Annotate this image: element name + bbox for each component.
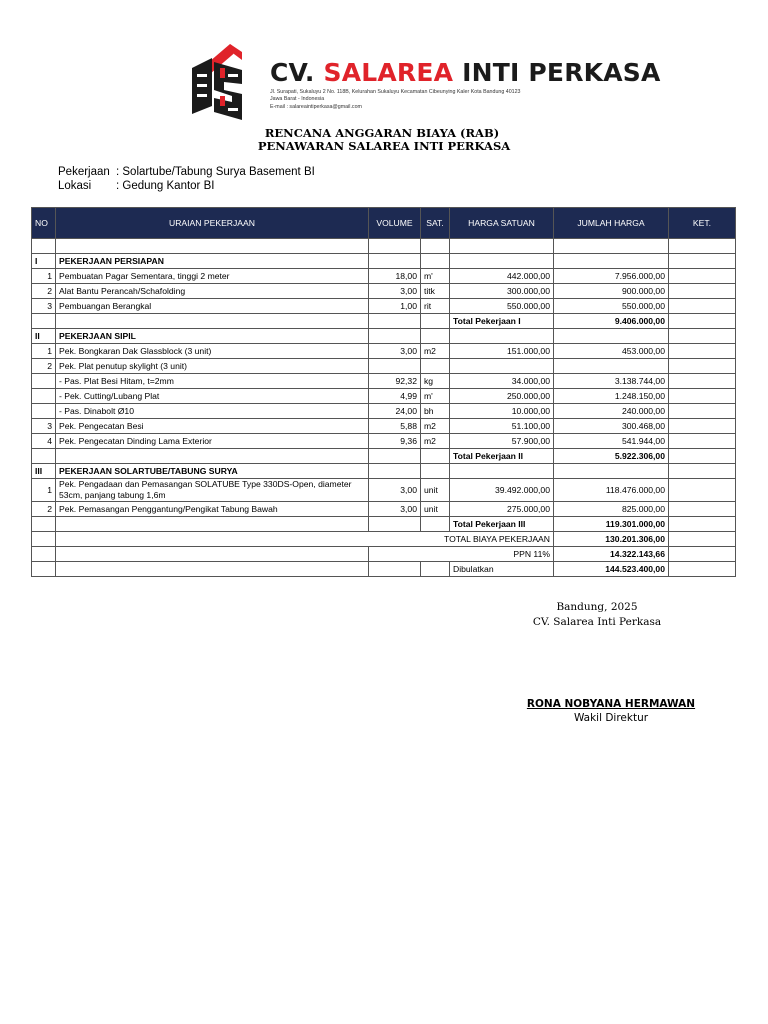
section-title: PEKERJAAN SIPIL xyxy=(56,329,369,344)
item-unit-price: 34.000,00 xyxy=(450,374,554,389)
item-unit-price xyxy=(450,359,554,374)
empty-cell xyxy=(669,254,736,269)
spacer-row xyxy=(32,239,736,254)
header-sat: SAT. xyxy=(421,208,450,239)
item-volume: 3,00 xyxy=(369,284,421,299)
item-total: 300.468,00 xyxy=(554,419,669,434)
empty-cell xyxy=(421,464,450,479)
subtotal-row xyxy=(32,314,736,329)
empty-cell xyxy=(421,449,450,464)
company-name xyxy=(270,58,661,87)
empty-cell xyxy=(421,239,450,254)
empty-cell xyxy=(421,562,450,577)
empty-cell xyxy=(554,464,669,479)
item-unit-price: 250.000,00 xyxy=(450,389,554,404)
section-header-row xyxy=(32,464,736,479)
header-harga: HARGA SATUAN xyxy=(450,208,554,239)
section-number: I xyxy=(32,254,56,269)
item-ket xyxy=(669,479,736,502)
item-unit-price: 275.000,00 xyxy=(450,502,554,517)
item-volume: 18,00 xyxy=(369,269,421,284)
empty-cell xyxy=(669,239,736,254)
item-description: Pek. Pemasangan Penggantung/Pengikat Tabung Bawah xyxy=(56,502,369,517)
empty-cell xyxy=(56,517,369,532)
subtotal-label: Total Pekerjaan II xyxy=(450,449,554,464)
section-title: PEKERJAAN SOLARTUBE/TABUNG SURYA xyxy=(56,464,369,479)
item-volume: 3,00 xyxy=(369,502,421,517)
item-unit-price: 442.000,00 xyxy=(450,269,554,284)
empty-cell xyxy=(421,314,450,329)
empty-cell xyxy=(421,517,450,532)
item-number: 3 xyxy=(32,299,56,314)
item-ket xyxy=(669,359,736,374)
section-header-row xyxy=(32,254,736,269)
ppn-value: 14.322.143,66 xyxy=(554,547,669,562)
item-description: Pek. Pengecatan Dinding Lama Exterior xyxy=(56,434,369,449)
empty-cell xyxy=(450,239,554,254)
empty-cell xyxy=(369,314,421,329)
item-number: 1 xyxy=(32,269,56,284)
item-volume: 9,36 xyxy=(369,434,421,449)
empty-cell xyxy=(421,254,450,269)
subtotal-value: 9.406.000,00 xyxy=(554,314,669,329)
table-row xyxy=(32,359,736,374)
empty-cell xyxy=(450,464,554,479)
item-description: Pembuatan Pagar Sementara, tinggi 2 meter xyxy=(56,269,369,284)
table-row xyxy=(32,434,736,449)
building-s-logo-icon xyxy=(184,38,256,124)
work-label: Pekerjaan xyxy=(58,166,110,178)
empty-cell xyxy=(669,449,736,464)
table-row xyxy=(32,479,736,502)
empty-cell xyxy=(554,239,669,254)
item-total: 118.476.000,00 xyxy=(554,479,669,502)
item-description: Pek. Plat penutup skylight (3 unit) xyxy=(56,359,369,374)
item-unit-price: 57.900,00 xyxy=(450,434,554,449)
empty-cell xyxy=(450,254,554,269)
item-volume: 3,00 xyxy=(369,344,421,359)
item-volume: 1,00 xyxy=(369,299,421,314)
item-ket xyxy=(669,284,736,299)
empty-cell xyxy=(669,329,736,344)
item-ket xyxy=(669,502,736,517)
grand-total-label: TOTAL BIAYA PEKERJAAN xyxy=(56,532,554,547)
table-row xyxy=(32,389,736,404)
table-row xyxy=(32,502,736,517)
letterhead xyxy=(178,36,718,128)
item-unit: kg xyxy=(421,374,450,389)
empty-cell xyxy=(32,314,56,329)
table-row xyxy=(32,404,736,419)
subtotal-value: 5.922.306,00 xyxy=(554,449,669,464)
item-description: Pek. Bongkaran Dak Glassblock (3 unit) xyxy=(56,344,369,359)
table-row xyxy=(32,374,736,389)
subtotal-label: Total Pekerjaan III xyxy=(450,517,554,532)
header-no: NO xyxy=(32,208,56,239)
item-total: 240.000,00 xyxy=(554,404,669,419)
item-unit-price: 10.000,00 xyxy=(450,404,554,419)
empty-cell xyxy=(32,239,56,254)
empty-cell xyxy=(369,329,421,344)
empty-cell xyxy=(669,532,736,547)
item-volume: 3,00 xyxy=(369,479,421,502)
empty-cell xyxy=(32,449,56,464)
item-number: 2 xyxy=(32,359,56,374)
item-unit: bh xyxy=(421,404,450,419)
subtotal-row xyxy=(32,449,736,464)
empty-cell xyxy=(450,329,554,344)
item-unit: m2 xyxy=(421,419,450,434)
section-title: PEKERJAAN PERSIAPAN xyxy=(56,254,369,269)
work-value: : Solartube/Tabung Surya Basement BI xyxy=(116,166,315,178)
item-total: 541.944,00 xyxy=(554,434,669,449)
table-row xyxy=(32,419,736,434)
signature-company: CV. Salarea Inti Perkasa xyxy=(532,616,662,628)
item-ket xyxy=(669,269,736,284)
item-description: Pembuangan Berangkal xyxy=(56,299,369,314)
item-description: - Pek. Cutting/Lubang Plat xyxy=(56,389,369,404)
header-uraian: URAIAN PEKERJAAN xyxy=(56,208,369,239)
table-row xyxy=(32,269,736,284)
signature-place-date: Bandung, 2025 xyxy=(556,601,638,613)
empty-cell xyxy=(669,464,736,479)
subtotal-value: 119.301.000,00 xyxy=(554,517,669,532)
empty-cell xyxy=(369,562,421,577)
empty-cell xyxy=(554,329,669,344)
address-line-2: Jawa Barat - Indonesia xyxy=(270,96,325,103)
item-number: 2 xyxy=(32,284,56,299)
location-label: Lokasi xyxy=(58,180,92,192)
item-number: 1 xyxy=(32,344,56,359)
item-ket xyxy=(669,299,736,314)
empty-cell xyxy=(56,449,369,464)
item-unit: m2 xyxy=(421,434,450,449)
table-row xyxy=(32,284,736,299)
address-line-3: E-mail : salareaintiperkasa@gmail.com xyxy=(270,103,362,110)
rounded-value: 144.523.400,00 xyxy=(554,562,669,577)
empty-cell xyxy=(669,562,736,577)
item-unit: unit xyxy=(421,479,450,502)
signatory-name: RONA NOBYANA HERMAWAN xyxy=(526,698,696,710)
empty-cell xyxy=(369,449,421,464)
item-unit: m' xyxy=(421,269,450,284)
table-row xyxy=(32,344,736,359)
empty-cell xyxy=(32,562,56,577)
company-name-part3: INTI PERKASA xyxy=(453,58,661,87)
empty-cell xyxy=(369,517,421,532)
item-unit-price: 300.000,00 xyxy=(450,284,554,299)
item-ket xyxy=(669,389,736,404)
empty-cell xyxy=(32,532,56,547)
empty-cell xyxy=(32,517,56,532)
item-unit: m' xyxy=(421,389,450,404)
table-row xyxy=(32,299,736,314)
work-info xyxy=(58,166,315,178)
subtotal-label: Total Pekerjaan I xyxy=(450,314,554,329)
empty-cell xyxy=(421,329,450,344)
section-header-row xyxy=(32,329,736,344)
empty-cell xyxy=(369,239,421,254)
header-ket: KET. xyxy=(669,208,736,239)
item-ket xyxy=(669,434,736,449)
item-description: - Pas. Plat Besi Hitam, t=2mm xyxy=(56,374,369,389)
item-number xyxy=(32,374,56,389)
item-unit: rit xyxy=(421,299,450,314)
item-volume: 4,99 xyxy=(369,389,421,404)
empty-cell xyxy=(56,547,369,562)
ppn-row xyxy=(32,547,736,562)
empty-cell xyxy=(669,314,736,329)
item-description: Pek. Pengecatan Besi xyxy=(56,419,369,434)
item-total: 825.000,00 xyxy=(554,502,669,517)
item-number xyxy=(32,389,56,404)
rounded-label: Dibulatkan xyxy=(450,562,554,577)
item-unit-price: 550.000,00 xyxy=(450,299,554,314)
item-ket xyxy=(669,344,736,359)
empty-cell xyxy=(554,254,669,269)
item-volume: 5,88 xyxy=(369,419,421,434)
item-unit: unit xyxy=(421,502,450,517)
item-volume: 24,00 xyxy=(369,404,421,419)
section-number: II xyxy=(32,329,56,344)
rounded-row xyxy=(32,562,736,577)
ppn-label: PPN 11% xyxy=(369,547,554,562)
empty-cell xyxy=(369,254,421,269)
item-unit-price: 39.492.000,00 xyxy=(450,479,554,502)
address-line-1: Jl. Surapati, Sukaluyu 2 No. 118B, Kelurahan Sukaluyu Kecamatan Cibeunying Kaler Kota Bandung 40123 xyxy=(270,89,521,95)
empty-cell xyxy=(56,239,369,254)
grand-total-row xyxy=(32,532,736,547)
empty-cell xyxy=(32,547,56,562)
signatory-position: Wakil Direktur xyxy=(573,712,649,724)
item-number: 1 xyxy=(32,479,56,502)
table-body xyxy=(32,239,736,577)
document-subtitle: PENAWARAN SALAREA INTI PERKASA xyxy=(257,139,511,153)
item-number: 4 xyxy=(32,434,56,449)
rab-table xyxy=(31,207,736,577)
item-description: - Pas. Dinabolt Ø10 xyxy=(56,404,369,419)
item-unit: titk xyxy=(421,284,450,299)
item-total: 3.138.744,00 xyxy=(554,374,669,389)
header-volume: VOLUME xyxy=(369,208,421,239)
item-ket xyxy=(669,419,736,434)
company-name-part1: CV. xyxy=(270,58,324,87)
section-number: III xyxy=(32,464,56,479)
item-unit xyxy=(421,359,450,374)
item-number xyxy=(32,404,56,419)
grand-total-value: 130.201.306,00 xyxy=(554,532,669,547)
item-number: 2 xyxy=(32,502,56,517)
empty-cell xyxy=(56,314,369,329)
empty-cell xyxy=(669,517,736,532)
item-total: 900.000,00 xyxy=(554,284,669,299)
item-number: 3 xyxy=(32,419,56,434)
item-description: Alat Bantu Perancah/Schafolding xyxy=(56,284,369,299)
item-unit-price: 51.100,00 xyxy=(450,419,554,434)
item-total xyxy=(554,359,669,374)
item-total: 7.956.000,00 xyxy=(554,269,669,284)
item-total: 453.000,00 xyxy=(554,344,669,359)
location-value: : Gedung Kantor BI xyxy=(116,180,215,192)
item-volume xyxy=(369,359,421,374)
header-jumlah: JUMLAH HARGA xyxy=(554,208,669,239)
item-ket xyxy=(669,374,736,389)
item-unit: m2 xyxy=(421,344,450,359)
subtotal-row xyxy=(32,517,736,532)
empty-cell xyxy=(669,547,736,562)
item-unit-price: 151.000,00 xyxy=(450,344,554,359)
item-ket xyxy=(669,404,736,419)
item-total: 1.248.150,00 xyxy=(554,389,669,404)
document-title: RENCANA ANGGARAN BIAYA (RAB) xyxy=(264,126,500,140)
location-info xyxy=(58,180,214,192)
item-description: Pek. Pengadaan dan Pemasangan SOLATUBE Type 330DS-Open, diameter 53cm, panjang tabung 1,6m xyxy=(56,479,369,502)
empty-cell xyxy=(369,464,421,479)
item-total: 550.000,00 xyxy=(554,299,669,314)
empty-cell xyxy=(56,562,369,577)
company-name-part2: SALAREA xyxy=(323,58,454,87)
company-address xyxy=(270,89,521,111)
item-volume: 92,32 xyxy=(369,374,421,389)
table-header-row xyxy=(32,208,736,239)
